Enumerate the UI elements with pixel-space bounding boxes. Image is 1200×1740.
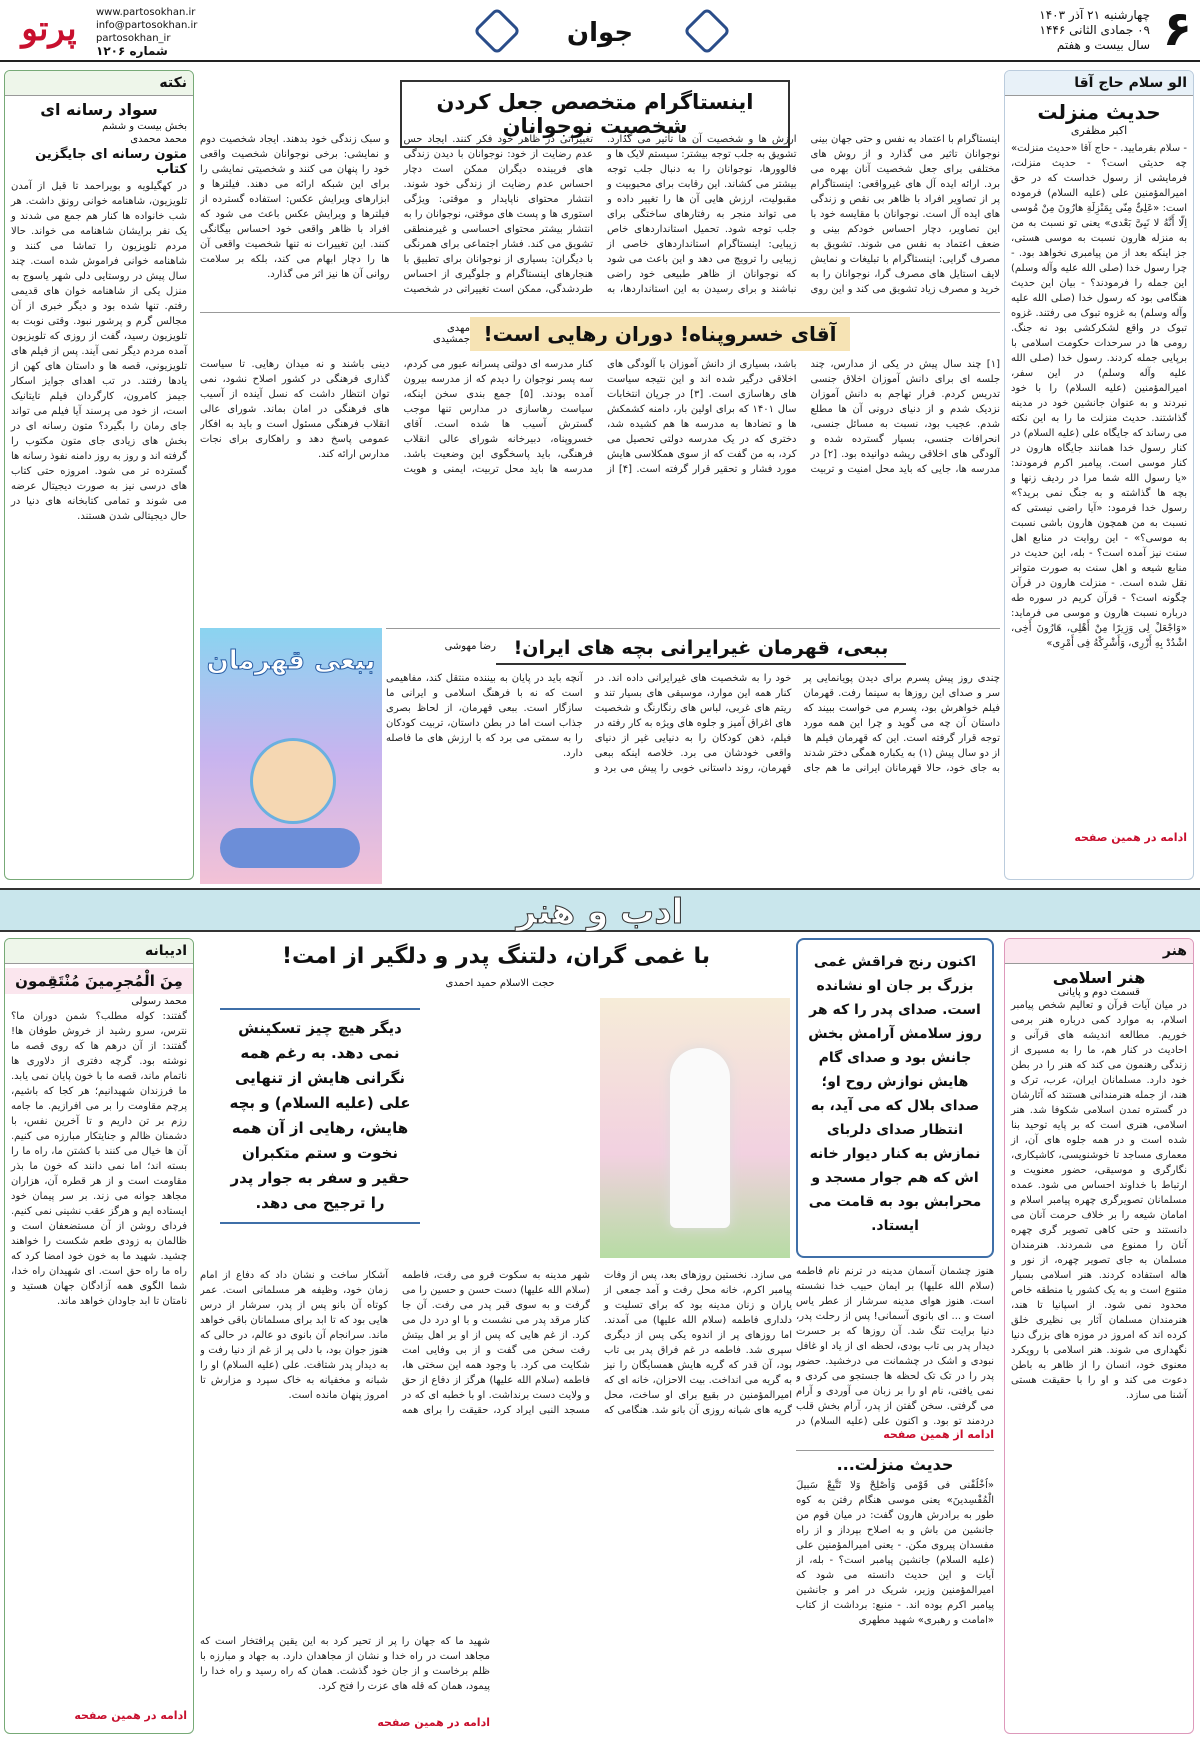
cartoon-character-icon xyxy=(250,738,336,824)
adibaneh-body: گفتند: کوله مطلب؟ شمن دوران ما؟ نترس، سرو رشید از خروش طوفان ها! گفتند: از آن درهم ها که روی قصه ما نوشته بود. گرچه دفتری از دلاوری ها ناتمام ماند، قصه ما با خون پایان نمی یابد. ما فرزندان شهیدانیم؛ هر کجا که باشیم، پرچم مقاومت را بر می افرازیم. ما جامه رزم بر تن داریم و تا آخرین نفس، با دشمنان ظالم و جنایتکار مبارزه می کنیم. آن ها خیال می کنند با کشتن ما، راه ما را بسته اند؛ اما نمی دانند که خون ما بذر مقاومت است و از هر قطره آن، هزاران مجاهد جوانه می زند. بر سر پیمان خود ایستاده ایم و هرگز عقب نشینی نمی کنیم. فردای روشن از آن مستضعفان است و ظالمان به زودی طعم شکست را خواهند چشید. شهید ما به خون خود امضا کرد که راه ما راه حق است. ای شهیدان راه خدا، شما الگوی همه آزادگان جهان هستید و نامتان تا ابد جاودان خواهد ماند. xyxy=(11,1011,187,1307)
qa-author: اکبر مظفری xyxy=(1070,124,1128,137)
khosropanah-author: مهدی جمشیدی xyxy=(433,323,470,345)
note-column xyxy=(4,70,194,880)
veiled-figure-shape xyxy=(670,1048,730,1228)
qa-title: حدیث منزلت xyxy=(1037,100,1161,124)
issue-number: شماره ۱۲۰۶ xyxy=(96,44,168,58)
adibaneh-author: محمد رسولی xyxy=(131,996,187,1007)
adibaneh-head: ادیبانه xyxy=(5,939,193,964)
khosropanah-article xyxy=(200,312,1000,622)
poem-continued[interactable]: ادامه از همین صفحه xyxy=(883,1428,994,1441)
islamic-art-column xyxy=(1004,938,1194,1734)
islamic-art-head: هنر xyxy=(1005,939,1193,964)
babi-author: رضا مهوشی xyxy=(444,641,496,652)
hadith-continued-title: حدیث منزلت... xyxy=(836,1455,954,1474)
main-literary-author: حجت الاسلام حمید احمدی xyxy=(445,978,555,989)
qa-column-head: الو سلام حاج آقا xyxy=(1005,71,1193,96)
masthead xyxy=(0,0,1200,62)
babi-body: چندی روز پیش پسرم برای دیدن پویانمایی پر سر و صدای این روزها به سینما رفت. قهرمان فیلم خواهرش بود، پسرم می خواست ببیند که داستان آن چه می گوید و چرا این همه مورد توجه قرار گرفته است. این که قهرمان فیلم ها از دو سال پیش (۱) به یکباره همگی دختر شدند به جای خود، حالا قهرمانان ایرانی ما هم جای خود را به شخصیت های غیرایرانی داده اند. در کنار همه این موارد، موسیقی های بسیار تند و ریتم های غربی، لباس های رنگارنگ و شخصیت های اغراق آمیز و جلوه های ویژه به کار رفته در فیلم، ذهن کودکان را به دنیایی غیر از دنیای واقعی خودشان می برد. خلاصه اینکه ببعی قهرمان، روند داستانی خوبی را پیش می برد و آنچه باید در پایان به بیننده منتقل کند، مفاهیمی است که نه با فرهنگ اسلامی و ایرانی ما سازگار است. ببعی قهرمان، از لحاظ بصری جذاب است اما در بطن داستان، تربیت کودکان را به سمتی می برد که با ارزش های ما فاصله دارد. xyxy=(386,673,1000,774)
khosropanah-article-title: آقای خسروپناه! دوران رهایی است! xyxy=(470,317,850,351)
publication-year: سال بیست و هفتم xyxy=(1056,38,1150,52)
ornament-icon xyxy=(683,7,731,55)
pull-quote: دیگر هیچ چیز تسکینش نمی دهد. به رغم همه نگرانی هایش از تنهایی علی (علیه السلام) و بچه هایش، رهایی از آن همه نخوت و ستم متکبران حقیر و سفر به جوار پدر را ترجیح می دهد. xyxy=(220,1008,420,1224)
intro-quote-box xyxy=(796,938,994,1258)
main-literary-article xyxy=(200,938,792,1734)
page-number: ۶ xyxy=(1162,1,1192,57)
praying-woman-photo xyxy=(600,998,790,1258)
social-handle[interactable]: partosokhan_ir xyxy=(96,33,171,44)
intro-quote-text: اکنون رنج فراقش غمی بزرگ بر جان او نشانده است. صدای پدر را که هر روز سلامش آرامش بخش جانش بود و صدای گام هایش نوازش روح او؛ صدای بلال که می آید، به انتظار صدای دلربای نمازش به کنار دیوار خانه اش که هم جوار مسجد و محرابش بود به قامت می ایستاد. xyxy=(808,954,982,1234)
babi-article-title: ببعی، قهرمان غیرایرانی بچه های ایران! xyxy=(496,633,906,665)
section-title: جوان xyxy=(566,18,634,48)
babi-article xyxy=(386,628,1000,884)
note-author: محمد محمدی xyxy=(130,134,187,145)
hadith-continued-article xyxy=(796,1450,994,1734)
contact-info xyxy=(96,6,197,45)
note-column-head: نکته xyxy=(5,71,193,96)
issue-dates xyxy=(1039,8,1150,53)
cartoon-body-shape xyxy=(220,828,360,868)
qa-column xyxy=(1004,70,1194,880)
ornament-icon xyxy=(473,7,521,55)
khosropanah-body: [۱] چند سال پیش در یکی از مدارس، چند جلسه ای برای دانش آموزان اخلاق جنسی تدریس کردم. فرار تهاجم به دانش آموزان نزدیک شدم و از دنیای درونی آن ها مطلع شدم. عجیب بود، نسبت به مسائل جنسی، انحرافات جنسی، بسیار گسترده شده و آلودگی های اخلاقی ریشه دوانیده بود. [۲] در مدرسه ها، جایی که باید محل امنیت و تربیت باشد، بسیاری از دانش آموزان با آلودگی های اخلاقی درگیر شده اند و این نتیجه سیاست های رهاسازی است. [۳] در جریان انتخابات سال ۱۴۰۱ که برای اولین بار، دامنه کشمکش ها و تضادها به مدرسه ها هم کشیده شد، دختری که در یک مدرسه دولتی تحصیل می کرد، به من گفت که از سوی همکلاسی هایش مورد فشار و تحقیر قرار گرفته است. [۴] از کنار مدرسه ای دولتی پسرانه عبور می کردم، سه پسر نوجوان را دیدم که از مدرسه بیرون آمده بودند. [۵] جمع بندی سخن اینکه، سیاست رهاسازی در مدارس تنها موجب گسترش آسیب ها شده است. آقای خسروپناه، دبیرخانه شورای عالی انقلاب فرهنگی، باید پاسخگوی این وضعیت باشد. مدرسه ها باید محل تربیت، ایمنی و هویت دینی باشند و نه میدان رهایی. تا سیاست گذاری فرهنگی در کشور اصلاح نشود، نمی توان انتظار داشت که نسل آینده از آسیب های فرهنگی در امان بماند. شورای عالی انقلاب فرهنگی مسئول است و باید به افکار عمومی پاسخ دهد و راهکاری برای نجات مدارس ارائه کند. xyxy=(200,359,1000,475)
hadith-continued-body: «اُخْلُفْنی فی قَوْمی وَأَصْلِحْ وَلا تَتَّبِعْ سَبیلَ الْمُفْسِدینَ» یعنی موسی هنگام رفتن به کوه طور به برادرش هارون گفت: در میان قوم من جانشین من باش و به اصلاح بپرداز و از راه مفسدان پیروی مکن. - یعنی امیرالمؤمنین علی (علیه السلام) جانشین پیامبر است؟ - بله، از آیات و این حدیث دانسته می شود که امیرالمؤمنین وزیر، شریک در امر و جانشین پیامبر اکرم بوده اند. - منبع: برداشت از کتاب «امامت و رهبری» شهید مطهری xyxy=(796,1480,994,1626)
email-link[interactable]: info@partosokhan.ir xyxy=(96,20,198,31)
adibaneh-continued[interactable]: ادامه در همین صفحه xyxy=(74,1709,187,1722)
newspaper-logo: پرتو xyxy=(21,9,77,49)
main-literary-title: با غمی گران، دلتنگ پدر و دلگیر از امت! xyxy=(281,944,711,969)
continued-link[interactable]: ادامه در همین صفحه xyxy=(1074,831,1187,844)
martyr-note: شهید ما که جهان را پر از تحیر کرد به این یقین پرافتخار است که مجاهد است در راه خدا و نشان از مجاهدان دارد. به جهاد و مبارزه با ظلم برخاست و از جان خود گذشت. همان که راه رسید و راه خدا را پیمود، همان که قله های عزت را فتح کرد. xyxy=(200,1636,490,1692)
poem-body-block xyxy=(796,1264,994,1444)
adibaneh-title: مِنَ الْمُجرِمینَ مُنْتَقِمون xyxy=(5,968,193,994)
babi-poster-image xyxy=(200,628,382,884)
note-title: سواد رسانه ای xyxy=(40,100,158,119)
main-literary-continued[interactable]: ادامه در همین صفحه xyxy=(377,1716,490,1729)
islamic-art-kicker: قسمت دوم و پایانی xyxy=(1058,987,1140,998)
islamic-art-title: هنر اسلامی xyxy=(1052,968,1146,987)
islamic-art-body: در میان آیات قرآن و تعالیم شخص پیامبر اسلام، به موارد کمی درباره هنر برمی خوریم. مطالعه اندیشه های قرآنی و احادیث در کنار هم، ما را به مسیری از زندگی رهنمون می کند که هنر را در بطن خود دارد. مسلمانان ایران، عرب، ترک و هند، از جمله هنرمندانی هستند که آثارشان در گستره تمدن اسلامی شکوفا شد. هنر اسلامی، هنری است که بر پایه توحید بنا شده است و در همه جلوه های آن، از معماری مساجد تا خوشنویسی، کاشیکاری، نگارگری و موسیقی، حضور معنویت و ارتباط با خداوند احساس می شود. عمده مسلمانان تصویرگری چهره پیامبر اسلام و امامان شیعه را بر خلاف حرمت آنان می دانستند و حتی کاهی تصویر گری چهره آنان را ممنوع می شمردند. هنرمندان مسلمان به جای تصویر چهره، از نور و هاله استفاده کردند. هنر اسلامی بسیار متنوع است و به یک کشور یا منطقه خاص محدود نمی شود. از اسپانیا تا هند، هنرمندان مسلمان آثار بی نظیری خلق کرده اند که امروز در موزه های بزرگ دنیا نگهداری می شوند. هنر اسلامی با رویکرد معنوی خود، انسان را از ظاهر به باطن دعوت می کند و او را با حقیقت هستی آشنا می سازد. xyxy=(1011,1000,1187,1401)
date-lunar: ۰۹ جمادی الثانی ۱۴۴۶ xyxy=(1039,23,1150,37)
note-subtitle: متون رسانه ای جایگزین کتاب xyxy=(35,147,187,177)
note-body: در کهگیلویه و بویراحمد تا قبل از آمدن تلویزیون، شاهنامه خوانی رونق داشت. هر شب خانواده ها کنار هم جمع می شدند و یک نفر برایشان شاهنامه می خواند. حالا مردم تلویزیون را تماشا می کنند و شاهنامه خوانی فراموش شده است. چند سال پیش در روستایی دلی شهر یاسوج به منزل یکی از شاهنامه خوان های قدیمی رفتم. تنها شده بود و دیگر خبری از آن مجالس گرم و پرشور نبود. وقتی نوبت به تلویزیون رسید، گفت از روزی که تلویزیون آمده مردم دیگر نمی آیند. پس از فیلم های تلویزیونی، قصه ها و داستان های کهن از یادها رفتند. در تب اهدای جوایز اسکار جیمز کامرون، کارگردان فیلم تایتانیک است، از خود می پرسند آیا فیلم می تواند جای رمان را بگیرد؟ متون رسانه ای در بخش های زیادی جای متون مکتوب را گرفته اند و روز به روز دامنه نفوذ رسانه ها گسترده تر می شود. امروزه حتی کتاب های درسی نیز به صورت دیجیتال عرضه می شوند و تمامی کتابخانه های دنیا در حال دیجیتالی شدن هستند. xyxy=(11,181,187,522)
main-literary-body: می سازد. نخستین روزهای بعد، پس از وفات پیامبر اکرم، خانه محل رفت و آمد جمعی از یاران و زنان مدینه بود که برای تسلیت و دلداری فاطمه (سلام الله علیها) می آمدند. اما روزهای پر از اندوه یکی پس از دیگری سپری شد. فاطمه در غم فراق پدر بی تاب بود، آن قدر که گریه هایش همسایگان را نیز به گریه می انداخت. بیت الاحزان، خانه ای که امیرالمؤمنین در بقیع برای او ساخت، محل گریه های شبانه روزی آن بانو شد. هنگامی که شهر مدینه به سکوت فرو می رفت، فاطمه (سلام الله علیها) دست حسن و حسین را می گرفت و به سوی قبر پدر می رفت. آن جا کنار مرقد پدر می نشست و با او درد دل می کرد. از غم هایی که پس از او بر اهل بیتش رفت سخن می گفت و از بی وفایی امت شکایت می کرد. با وجود همه این سختی ها، فاطمه (سلام الله علیها) هرگز از دفاع از حق و ولایت دست برنداشت. او با خطبه ای که در مسجد النبی ایراد کرد، حقیقت را برای همه آشکار ساخت و نشان داد که دفاع از امام زمان خود، وظیفه هر مسلمانی است. عمر کوتاه آن بانو پس از پدر، سرشار از درس هایی بود که تا ابد برای مسلمانان باقی خواهد ماند. سرانجام آن بانوی دو عالم، در حالی که هنوز جوان بود، با دلی پر از غم از دنیا رفت و به دیدار پدر شتافت. علی (علیه السلام) او را شبانه و مخفیانه به خاک سپرد و مزارش تا امروز پنهان مانده است. xyxy=(200,1270,792,1416)
poem-body: هنوز چشمان آسمان مدینه در ترنم نام فاطمه (سلام الله علیها) بر ایمان حبیب خدا نشسته است. هنوز هوای مدینه سرشار از عطر یاس است و ... ای بانوی آسمانی! پس از رحلت پدر، دنیا برایت تنگ شد. آن روزها که بر حسرت دیدار پدر بی تاب بودی، لحظه ای از یاد او غافل نبودی و اشک در چشمانت می درخشید. حضور پدر را در تک تک لحظه ها جستجو می کردی و نمی یافتی، نام او را بر زبان می آوردی و آرام می گرفتی. سخن گفتن از پدر، آرام بخش قلب دردمند تو بود. و اکنون علی (علیه السلام) در xyxy=(796,1266,994,1427)
adab-section-banner xyxy=(0,888,1200,932)
instagram-article-title: اینستاگرام متخصص جعل کردن شخصیت نوجوانان xyxy=(400,80,790,148)
qa-body: - سلام بفرمایید. - حاج آقا «حدیث منزلت» چه حدیثی است؟ - حدیث منزلت، فرمایشی از رسول خداست که در حق امیرالمؤمنین علی (علیه السلام) فرموده است: «عَلِیٌّ مِنّی بِمَنْزِلَةِ هارُونَ مِنْ مُوسی اِلّا أَنَّهُ لا نَبِیَّ بَعْدی» یعنی تو نسبت به من به منزله هارون نسبت به موسی هستی، جز اینکه بعد از من پیامبری نخواهد بود. - چرا رسول خدا (صلی الله علیه وآله وسلم) این جمله را فرمودند؟ - بیان این حدیث هنگامی بود که رسول خدا (صلی الله علیه وآله وسلم) به غزوه تبوک می رفتند. غزوه تبوک در واقع لشکرکشی بود نه جنگ. رومی ها در سرحدات حکومت اسلامی با برپایی جمله کردند. رسول خدا (صلی الله علیه وآله وسلم) در این سفر، امیرالمؤمنین (علیه السلام) را با خود نبردند و به عنوان جانشین خود در مدینه گذاشتند. حدیث منزلت ما را به این نکته می رساند که جایگاه علی (علیه السلام) در کنار رسول خدا همانند جایگاه هارون در کنار موسی است. پیامبر اکرم فرمودند: «یا رسول الله شما مرا در ردیف زنها و بچه ها گذاشته و به جنگ نمی برید؟» رسول خدا فرمود: «آیا راضی نیستی که نسبت به من همچون هارون باشی نسبت به موسی؟» - این روایت در منابع اهل سنت نیز آمده است؟ - بله، این حدیث در منابع شیعه و اهل سنت به صورت متواتر نقل شده است. - منزلت هارون در قرآن چگونه است؟ - قرآن کریم در سوره طه درباره نسبت هارون و موسی می فرماید: «وَاجْعَلْ لِی وَزِیرًا مِنْ أَهْلِی، هَارُونَ أَخِی، اشْدُدْ بِهِ أَزْرِی، وَأَشْرِکْهُ فِی أَمْرِی» xyxy=(1011,143,1187,649)
note-kicker: بخش بیست و ششم xyxy=(102,121,187,132)
instagram-article xyxy=(200,70,1000,310)
adab-section-title: ادب و هنر xyxy=(516,892,684,932)
adibaneh-column xyxy=(4,938,194,1734)
poster-title: ببعی قهرمان xyxy=(206,646,376,676)
date-solar: چهارشنبه ۲۱ آذر ۱۴۰۳ xyxy=(1039,8,1150,22)
website-link[interactable]: www.partosokhan.ir xyxy=(96,7,196,18)
instagram-article-body: اینستاگرام با اعتماد به نفس و حتی جهان بینی نوجوانان تاثیر می گذارد و از روش های مختلفی برای جعل شخصیت آنان بهره می برد. ارائه ایده آل های غیرواقعی: اینستاگرام پر از تصاویر افراد با ظاهر بی نقص و زندگی های ایده آل است. نوجوانان با مقایسه خود با این تصاویر، دچار احساس خودکم بینی و ضعف اعتماد به نفس می شوند. تشویق به مصرف گرایی: اینستاگرام با تبلیغات و نمایش لایف استایل های مصرف گرا، نوجوانان را به خرید و مصرف زیاد تشویق می کند و این روی ارزش ها و شخصیت آن ها تأثیر می گذارد. تشویق به جلب توجه بیشتر: سیستم لایک ها و فالوورها، نوجوانان را به دنبال جلب توجه بیشتر می کشاند. این رقابت برای محبوبیت و مقبولیت، ارزش هایی آن ها را تغییر داده و می تواند منجر به رفتارهای ساختگی برای جلب توجه شود. تحمیل استانداردهای خاص زیبایی: اینستاگرام استانداردهای خاصی از زیبایی را ترویج می دهد و این باعث می شود که نوجوانان از ظاهر طبیعی خود راضی نباشند و برای رسیدن به این استانداردها، به تغییراتی در ظاهر خود فکر کنند. ایجاد حس عدم رضایت از خود: نوجوانان با دیدن زندگی های فریبنده دیگران ممکن است دچار احساس عدم رضایت از زندگی خود شوند. انتشار محتوای ناپایدار و موقتی: ویژگی استوری ها و پست های موقتی، نوجوانان را به انتشار بیشتر محتوای احساسی و غیرمنطقی تشویق می کند. فشار اجتماعی برای همرنگی با دیگران: بسیاری از نوجوانان برای تطبیق با هنجارهای اینستاگرام و جلوگیری از احساس طردشدگی، ممکن است تغییراتی در شخصیت و سبک زندگی خود بدهند. ایجاد شخصیت دوم و نمایشی: برخی نوجوانان شخصیت واقعی خود را پنهان می کنند و شخصیتی نمایشی را برای این شبکه ارائه می دهند. فیلترها و ابزارهای ویرایش عکس: استفاده گسترده از فیلترها و ویرایش عکس باعث می شود که افراد با ظاهر واقعی خود احساس بیگانگی کنند. این تغییرات نه تنها شخصیت واقعی آن ها را دچار ابهام می کند، بلکه بر سلامت روانی آن ها نیز اثر می گذارد. xyxy=(200,134,1000,295)
